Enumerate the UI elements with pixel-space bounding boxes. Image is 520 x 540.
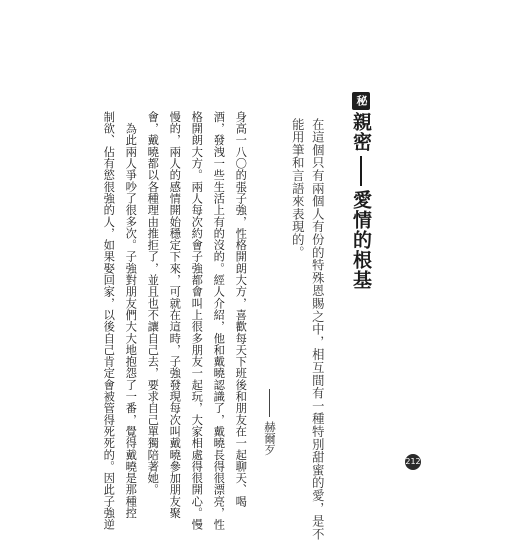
body-line-7: 制欲、佔有慾很強的人，如果娶回家，以後自己肯定會被管得死死的。因此子強逆 xyxy=(102,111,116,531)
chapter-title xyxy=(351,92,370,290)
body-line-3: 格開朗大方。兩人每次約會子強都會叫上很多朋友一起玩，大家相處得很開心。慢 xyxy=(190,111,204,531)
title-dash xyxy=(360,156,362,186)
body-line-6: 為此兩人爭吵了很多次。子強對朋友們大大地抱怨了一番，覺得戴曉是那種控 xyxy=(124,111,138,519)
attribution-dash xyxy=(269,389,270,417)
body-line-2: 酒，發洩一些生活上有的沒的。經人介紹，他和戴曉認識了，戴曉長得很漂亮，性 xyxy=(212,111,226,531)
page-number: 212 xyxy=(405,454,421,470)
quote-line-1: 在這個只有兩個人有份的特殊恩賜之中，相互間有一種特別甜蜜的愛，是不 xyxy=(310,118,325,540)
body-line-5: 會，戴曉都以各種理由推拒了，並且也不讓自己去，要求自己單獨陪著她。 xyxy=(146,111,160,496)
body-line-4: 慢的，兩人的感情開始穩定下來，可就在這時，子強發現每次叫戴曉參加朋友聚 xyxy=(168,111,182,519)
body-line-1: 身高一八〇的張子強，性格開朗大方，喜歡每天下班後和朋友在一起聊天、喝 xyxy=(234,111,248,508)
quote-line-2: 能用筆和言語來表現的。 xyxy=(290,118,305,259)
quote-author: 赫爾歹 xyxy=(263,421,277,456)
chapter-title-part2: 愛情的根基 xyxy=(350,190,372,290)
chapter-icon: 秘 xyxy=(352,92,370,110)
chapter-title-part1: 親密 xyxy=(350,112,372,152)
